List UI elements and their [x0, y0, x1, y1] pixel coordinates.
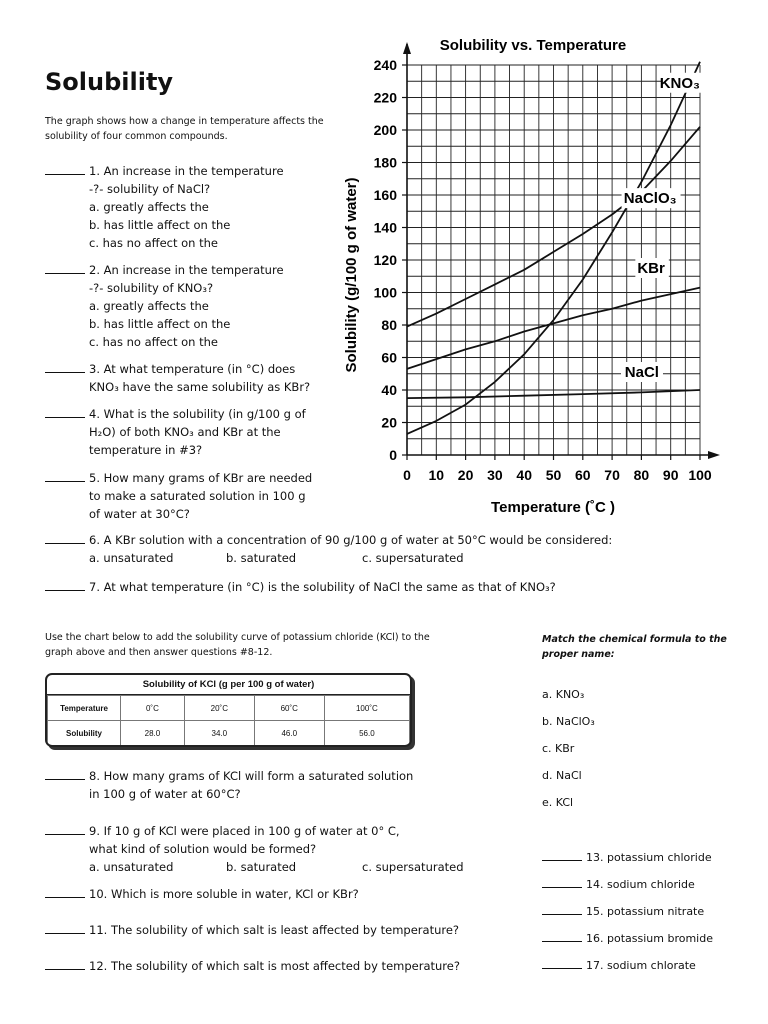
- series-label: NaClO₃: [623, 190, 677, 208]
- question-2: 2. An increase in the temperature -?- solubility of KNO₃? a. greatly affects the b. has little affect on the c. has no affect on the: [45, 261, 284, 351]
- answer-blank-4[interactable]: [45, 405, 85, 418]
- y-tick-label: 0: [389, 447, 397, 463]
- answer-blank-15[interactable]: [542, 902, 582, 915]
- formula-list: [542, 681, 595, 816]
- x-tick-label: 80: [633, 467, 650, 483]
- answer-blank-11[interactable]: [45, 921, 85, 934]
- answer-blank-17[interactable]: [542, 956, 582, 969]
- question-8: 8. How many grams of KCl will form a saturated solution in 100 g of water at 60°C?: [45, 767, 413, 803]
- y-tick-label: 20: [381, 414, 397, 431]
- question-3: 3. At what temperature (in °C) does KNO₃ have the same solubility as KBr?: [45, 360, 310, 396]
- answer-blank-3[interactable]: [45, 360, 85, 373]
- answer-blank-14[interactable]: [542, 875, 582, 888]
- y-tick-label: 100: [373, 284, 397, 301]
- list-item: c. KBr: [542, 742, 575, 755]
- answer-blank-13[interactable]: [542, 848, 582, 861]
- y-tick-label: 120: [373, 252, 397, 268]
- answer-blank-16[interactable]: [542, 929, 582, 942]
- answer-blank-2[interactable]: [45, 261, 85, 274]
- y-tick-label: 140: [373, 219, 397, 236]
- y-tick-label: 180: [373, 154, 397, 171]
- x-axis-arrow: [708, 451, 720, 459]
- x-tick-label: 100: [688, 467, 712, 483]
- solubility-chart: [336, 30, 726, 525]
- question-7: 7. At what temperature (in °C) is the solubility of NaCl the same as that of KNO₃?: [45, 578, 556, 596]
- x-tick-label: 50: [545, 467, 562, 483]
- answer-blank-5[interactable]: [45, 469, 85, 482]
- answer-blank-6[interactable]: [45, 531, 85, 544]
- chart-title: Solubility vs. Temperature: [439, 37, 627, 54]
- y-axis-arrow: [403, 42, 411, 54]
- question-4: 4. What is the solubility (in g/100 g of H₂O) of both KNO₃ and KBr at the temperature in #3?: [45, 405, 306, 459]
- list-item: d. NaCl: [542, 769, 582, 782]
- list-item: 13. potassium chloride: [542, 844, 713, 871]
- y-tick-label: 80: [381, 317, 397, 333]
- x-tick-label: 10: [428, 467, 445, 483]
- answer-blank-10[interactable]: [45, 885, 85, 898]
- answer-blank-8[interactable]: [45, 767, 85, 780]
- table-row: Temperature 0˚C 20˚C 60˚C 100˚C: [48, 696, 410, 721]
- question-10: 10. Which is more soluble in water, KCl or KBr?: [45, 885, 359, 903]
- intro-text: The graph shows how a change in temperature affects the solubility of four common compounds.: [45, 116, 324, 142]
- question-11: 11. The solubility of which salt is least affected by temperature?: [45, 921, 459, 939]
- answer-blank-12[interactable]: [45, 957, 85, 970]
- answer-blank-7[interactable]: [45, 578, 85, 591]
- y-tick-label: 220: [373, 89, 397, 106]
- list-item: 17. sodium chlorate: [542, 952, 713, 979]
- list-item: b. NaClO₃: [542, 715, 595, 728]
- kcl-table-caption: Solubility of KCl (g per 100 g of water): [47, 675, 410, 695]
- x-axis-label: Temperature (˚C ): [491, 499, 615, 516]
- x-tick-label: 20: [457, 467, 474, 483]
- answer-blank-1[interactable]: [45, 162, 85, 175]
- list-item: e. KCl: [542, 796, 574, 809]
- match-heading: Match the chemical formula to the proper name:: [542, 634, 727, 660]
- list-item: 14. sodium chloride: [542, 871, 713, 898]
- question-6: 6. A KBr solution with a concentration of 90 g/100 g of water at 50°C would be considered: a. unsaturated b. saturated c. supersaturated: [45, 531, 612, 567]
- y-tick-label: 160: [373, 187, 397, 203]
- x-tick-label: 70: [604, 467, 620, 483]
- x-tick-label: 60: [575, 467, 591, 483]
- series-label: NaCl: [624, 364, 659, 381]
- name-list: [542, 844, 713, 979]
- kcl-instructions: Use the chart below to add the solubility curve of potassium chloride (KCl) to the graph above and then answer questions #8-12.: [45, 632, 430, 658]
- question-12: 12. The solubility of which salt is most affected by temperature?: [45, 957, 460, 975]
- y-tick-label: 40: [381, 382, 397, 398]
- answer-blank-9[interactable]: [45, 822, 85, 835]
- x-tick-label: 30: [487, 467, 503, 483]
- y-tick-label: 60: [381, 349, 397, 366]
- kcl-table: [45, 673, 412, 747]
- series-label: KNO₃: [659, 74, 700, 92]
- question-1: 1. An increase in the temperature -?- solubility of NaCl? a. greatly affects the b. has little affect on the c. has no affect on the: [45, 162, 284, 252]
- y-tick-label: 240: [373, 57, 397, 73]
- page-title: Solubility: [45, 68, 174, 96]
- list-item: 16. potassium bromide: [542, 925, 713, 952]
- x-tick-label: 90: [662, 467, 679, 483]
- table-row: Solubility 28.0 34.0 46.0 56.0: [48, 721, 410, 746]
- x-tick-label: 40: [516, 467, 532, 483]
- x-tick-label: 0: [403, 467, 411, 483]
- list-item: a. KNO₃: [542, 688, 585, 701]
- y-axis-label: Solubility (g/100 g of water): [343, 177, 360, 373]
- question-5: 5. How many grams of KBr are needed to make a saturated solution in 100 g of water at 30°C?: [45, 469, 312, 523]
- list-item: 15. potassium nitrate: [542, 898, 713, 925]
- y-tick-label: 200: [373, 122, 397, 138]
- series-label: KBr: [637, 260, 665, 277]
- question-9: 9. If 10 g of KCl were placed in 100 g of water at 0° C, what kind of solution would be formed? a. unsaturated b. saturated c. supersaturated: [45, 822, 464, 876]
